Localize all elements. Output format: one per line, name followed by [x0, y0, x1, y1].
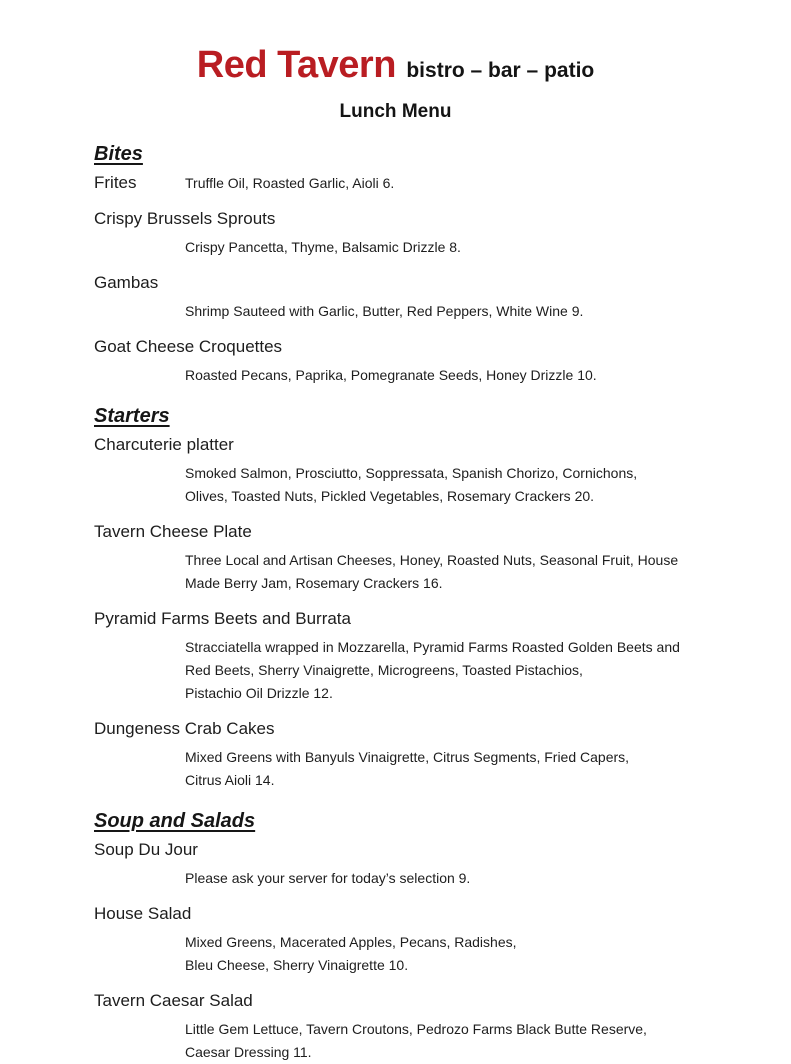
menu-type-title: Lunch Menu — [339, 101, 452, 122]
item-description-line: Three Local and Artisan Cheeses, Honey, Roasted Nuts, Seasonal Fruit, House — [185, 552, 679, 568]
section-heading-starters: Starters — [94, 405, 170, 427]
menu-item-crispy-brussels-sprouts — [94, 208, 735, 259]
item-name: Tavern Cheese Plate — [94, 522, 252, 541]
menu-item-pyramid-farms-beets-and-burrata — [94, 608, 735, 705]
menu-item-house-salad — [94, 903, 735, 977]
item-description — [185, 172, 394, 195]
item-description — [185, 300, 735, 323]
item-description — [185, 931, 735, 977]
item-description — [185, 462, 735, 508]
section-bites — [94, 125, 735, 387]
item-description — [185, 1018, 735, 1064]
menu-brand: Red Tavern — [196, 44, 396, 86]
item-description-line: Little Gem Lettuce, Tavern Croutons, Pedrozo Farms Black Butte Reserve, — [185, 1021, 647, 1037]
item-description-line: Truffle Oil, Roasted Garlic, Aioli 6. — [185, 175, 395, 191]
section-soup-and-salads — [94, 792, 735, 1064]
menu-item-soup-du-jour — [94, 839, 735, 890]
item-name: Pyramid Farms Beets and Burrata — [94, 609, 351, 628]
section-starters — [94, 387, 735, 792]
menu-subtitle: bistro – bar – patio — [406, 59, 595, 82]
menu-item-tavern-cheese-plate — [94, 521, 735, 595]
item-description-line: Pistachio Oil Drizzle 12. — [185, 685, 333, 701]
item-description-line: Red Beets, Sherry Vinaigrette, Microgreens, Toasted Pistachios, — [185, 662, 583, 678]
item-description-line: Made Berry Jam, Rosemary Crackers 16. — [185, 575, 443, 591]
item-name: Soup Du Jour — [94, 840, 198, 859]
item-description — [185, 236, 735, 259]
menu-item-dungeness-crab-cakes — [94, 718, 735, 792]
title-line — [0, 42, 791, 96]
item-name: Crispy Brussels Sprouts — [94, 209, 276, 228]
item-description — [185, 636, 735, 705]
item-description — [185, 364, 735, 387]
menu-body — [94, 125, 791, 1064]
item-description-line: Crispy Pancetta, Thyme, Balsamic Drizzle 8. — [185, 239, 461, 255]
item-description — [185, 549, 735, 595]
item-description-line: Please ask your server for today’s selection 9. — [185, 870, 471, 886]
item-description-line: Roasted Pecans, Paprika, Pomegranate Seeds, Honey Drizzle 10. — [185, 367, 597, 383]
item-name: Charcuterie platter — [94, 435, 234, 454]
item-description-line: Stracciatella wrapped in Mozzarella, Pyramid Farms Roasted Golden Beets and — [185, 639, 680, 655]
item-description-line: Mixed Greens with Banyuls Vinaigrette, Citrus Segments, Fried Capers, — [185, 749, 630, 765]
section-heading-bites: Bites — [94, 143, 143, 165]
item-description-line: Bleu Cheese, Sherry Vinaigrette 10. — [185, 957, 409, 973]
item-description-line: Citrus Aioli 14. — [185, 772, 275, 788]
item-description — [185, 746, 735, 792]
item-description-line: Mixed Greens, Macerated Apples, Pecans, Radishes, — [185, 934, 517, 950]
item-name: Goat Cheese Croquettes — [94, 337, 283, 356]
menu-item-tavern-caesar-salad — [94, 990, 735, 1064]
item-name: Gambas — [94, 273, 159, 292]
menu-item-goat-cheese-croquettes — [94, 336, 735, 387]
menu-item-frites — [94, 172, 735, 195]
item-description-line: Shrimp Sauteed with Garlic, Butter, Red Peppers, White Wine 9. — [185, 303, 584, 319]
menu-header — [0, 42, 791, 123]
menu-item-charcuterie-platter — [94, 434, 735, 508]
item-name: House Salad — [94, 904, 192, 923]
item-description-line: Olives, Toasted Nuts, Pickled Vegetables, Rosemary Crackers 20. — [185, 488, 595, 504]
item-description — [185, 867, 735, 890]
menu-item-gambas — [94, 272, 735, 323]
section-heading-soup-and-salads: Soup and Salads — [94, 810, 256, 832]
item-description-line: Caesar Dressing 11. — [185, 1044, 312, 1060]
item-name: Tavern Caesar Salad — [94, 991, 253, 1010]
item-name: Frites — [94, 173, 137, 192]
item-description-line: Smoked Salmon, Prosciutto, Soppressata, Spanish Chorizo, Cornichons, — [185, 465, 638, 481]
item-name: Dungeness Crab Cakes — [94, 719, 275, 738]
